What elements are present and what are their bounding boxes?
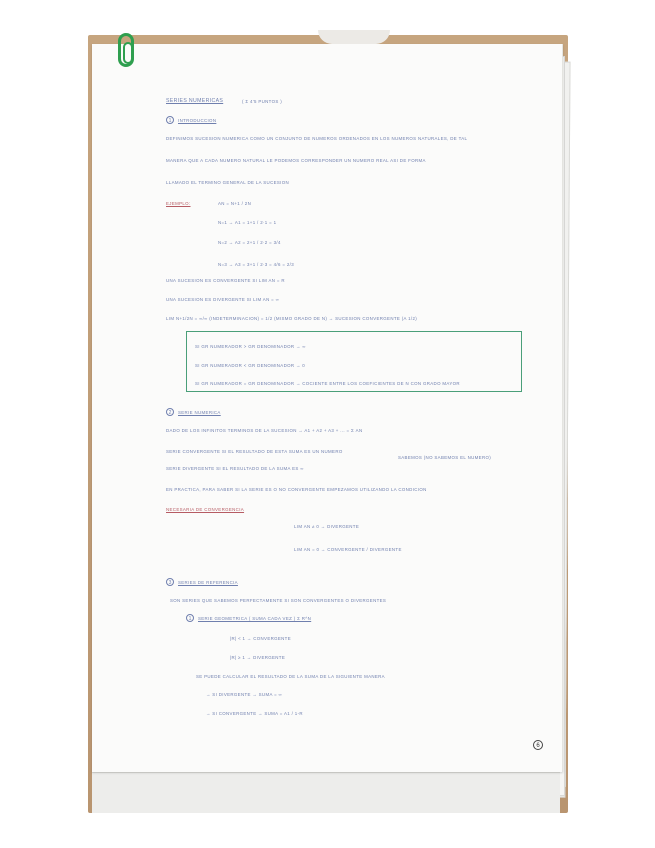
result-line: → SI DIVERGENTE → SUMA = ∞	[206, 692, 283, 697]
item-line: |R| < 1 → CONVERGENTE	[230, 636, 291, 641]
definition-line: UNA SUCESION ES DIVERGENTE SI LIM AN = ∞	[166, 297, 280, 302]
calc-line: SE PUEDE CALCULAR EL RESULTADO DE LA SUMA DE LA SIGUIENTE MANERA	[196, 674, 385, 679]
rule-line: SI GR NUMERADOR > GR DENOMINADOR → ∞	[195, 344, 306, 349]
page-number: 6	[533, 740, 543, 750]
section-2-heading: SERIE NUMERICA	[178, 410, 221, 415]
section-2-line: DADO DE LOS INFINITOS TERMINOS DE LA SUCESION → A1 + A2 + A3 + ... = Σ AN	[166, 428, 363, 433]
section-3-intro: SON SERIES QUE SABEMOS PERFECTAMENTE SI SON CONVERGENTES O DIVERGENTES	[170, 598, 387, 603]
example-formula: AN = N+1 / 2N	[218, 201, 252, 206]
section-3-number: 3	[166, 578, 174, 586]
bottom-paper-edge	[92, 772, 560, 813]
example-step: N=2 → A2 = 2+1 / 2·2 = 3/4	[218, 240, 281, 245]
section-1-number: 1	[166, 116, 174, 124]
item-line: |R| ≥ 1 → DIVERGENTE	[230, 655, 286, 660]
item-number: 1	[186, 614, 194, 622]
section-2-line: SERIE CONVERGENTE SI EL RESULTADO DE ESTA SUMA ES UN NUMERO	[166, 449, 343, 454]
rule-line: SI GR NUMERADOR < GR DENOMINADOR → 0	[195, 363, 306, 368]
section-2-line: EN PRACTICA, PARA SABER SI LA SERIE ES O NO CONVERGENTE EMPEZAMOS UTILIZANDO LA CONDICION	[166, 487, 427, 492]
title-note: ( Σ 4'5 PUNTOS )	[242, 99, 283, 104]
example-step: N=3 → A3 = 3+1 / 2·3 = 4/6 = 2/3	[218, 262, 295, 267]
section-2-number: 2	[166, 408, 174, 416]
document-sheet	[92, 44, 563, 772]
example-label: EJEMPLO:	[166, 201, 191, 206]
paperclip-icon	[118, 33, 134, 67]
section-1-paragraph-line: DEFINIMOS SUCESION NUMERICA COMO UN CONJUNTO DE NUMEROS ORDENADOS EN LOS NUMEROS NATURALES, DE TAL	[166, 136, 468, 141]
section-1-paragraph-line: MANERA QUE A CADA NUMERO NATURAL LE PODEMOS CORRESPONDER UN NUMERO REAL ASI DE FORMA	[166, 158, 426, 163]
section-1-paragraph-line: LLAMADO EL TERMINO GENERAL DE LA SUCESION	[166, 180, 290, 185]
section-2-line: SERIE DIVERGENTE SI EL RESULTADO DE LA SUMA ES ∞	[166, 466, 304, 471]
item-heading: SERIE GEOMETRICA ( SUMA CADA VEZ ) Σ R^N	[198, 616, 312, 621]
section-2-line: NECESARIA DE CONVERGENCIA	[166, 507, 245, 512]
definition-line: UNA SUCESION ES CONVERGENTE SI LIM AN = R	[166, 278, 285, 283]
object-at-top-edge	[318, 30, 390, 44]
section-1-heading: INTRODUCCION	[178, 118, 217, 123]
section-3-heading: SERIES DE REFERENCIA	[178, 580, 238, 585]
rule-line: SI GR NUMERADOR = GR DENOMINADOR → COCIENTE ENTRE LOS COEFICIENTES DE N CON GRADO MAYOR	[195, 381, 460, 386]
condition-line: LIM AN ≠ 0 → DIVERGENTE	[294, 524, 360, 529]
condition-line: LIM AN = 0 → CONVERGENTE / DIVERGENTE	[294, 547, 402, 552]
example-step: N=1 → A1 = 1+1 / 2·1 = 1	[218, 220, 277, 225]
page-title: SERIES NUMERICAS	[166, 98, 224, 104]
section-2-side-note: SABEMOS (NO SABEMOS EL NUMERO)	[398, 455, 492, 460]
result-line: → SI CONVERGENTE → SUMA = A1 / 1-R	[206, 711, 303, 716]
definition-line: LIM N+1/2N = ∞/∞ (INDETERMINACION) = 1/2 (MISMO GRADO DE N) → SUCESION CONVERGENTE (A 1/2)	[166, 316, 418, 321]
